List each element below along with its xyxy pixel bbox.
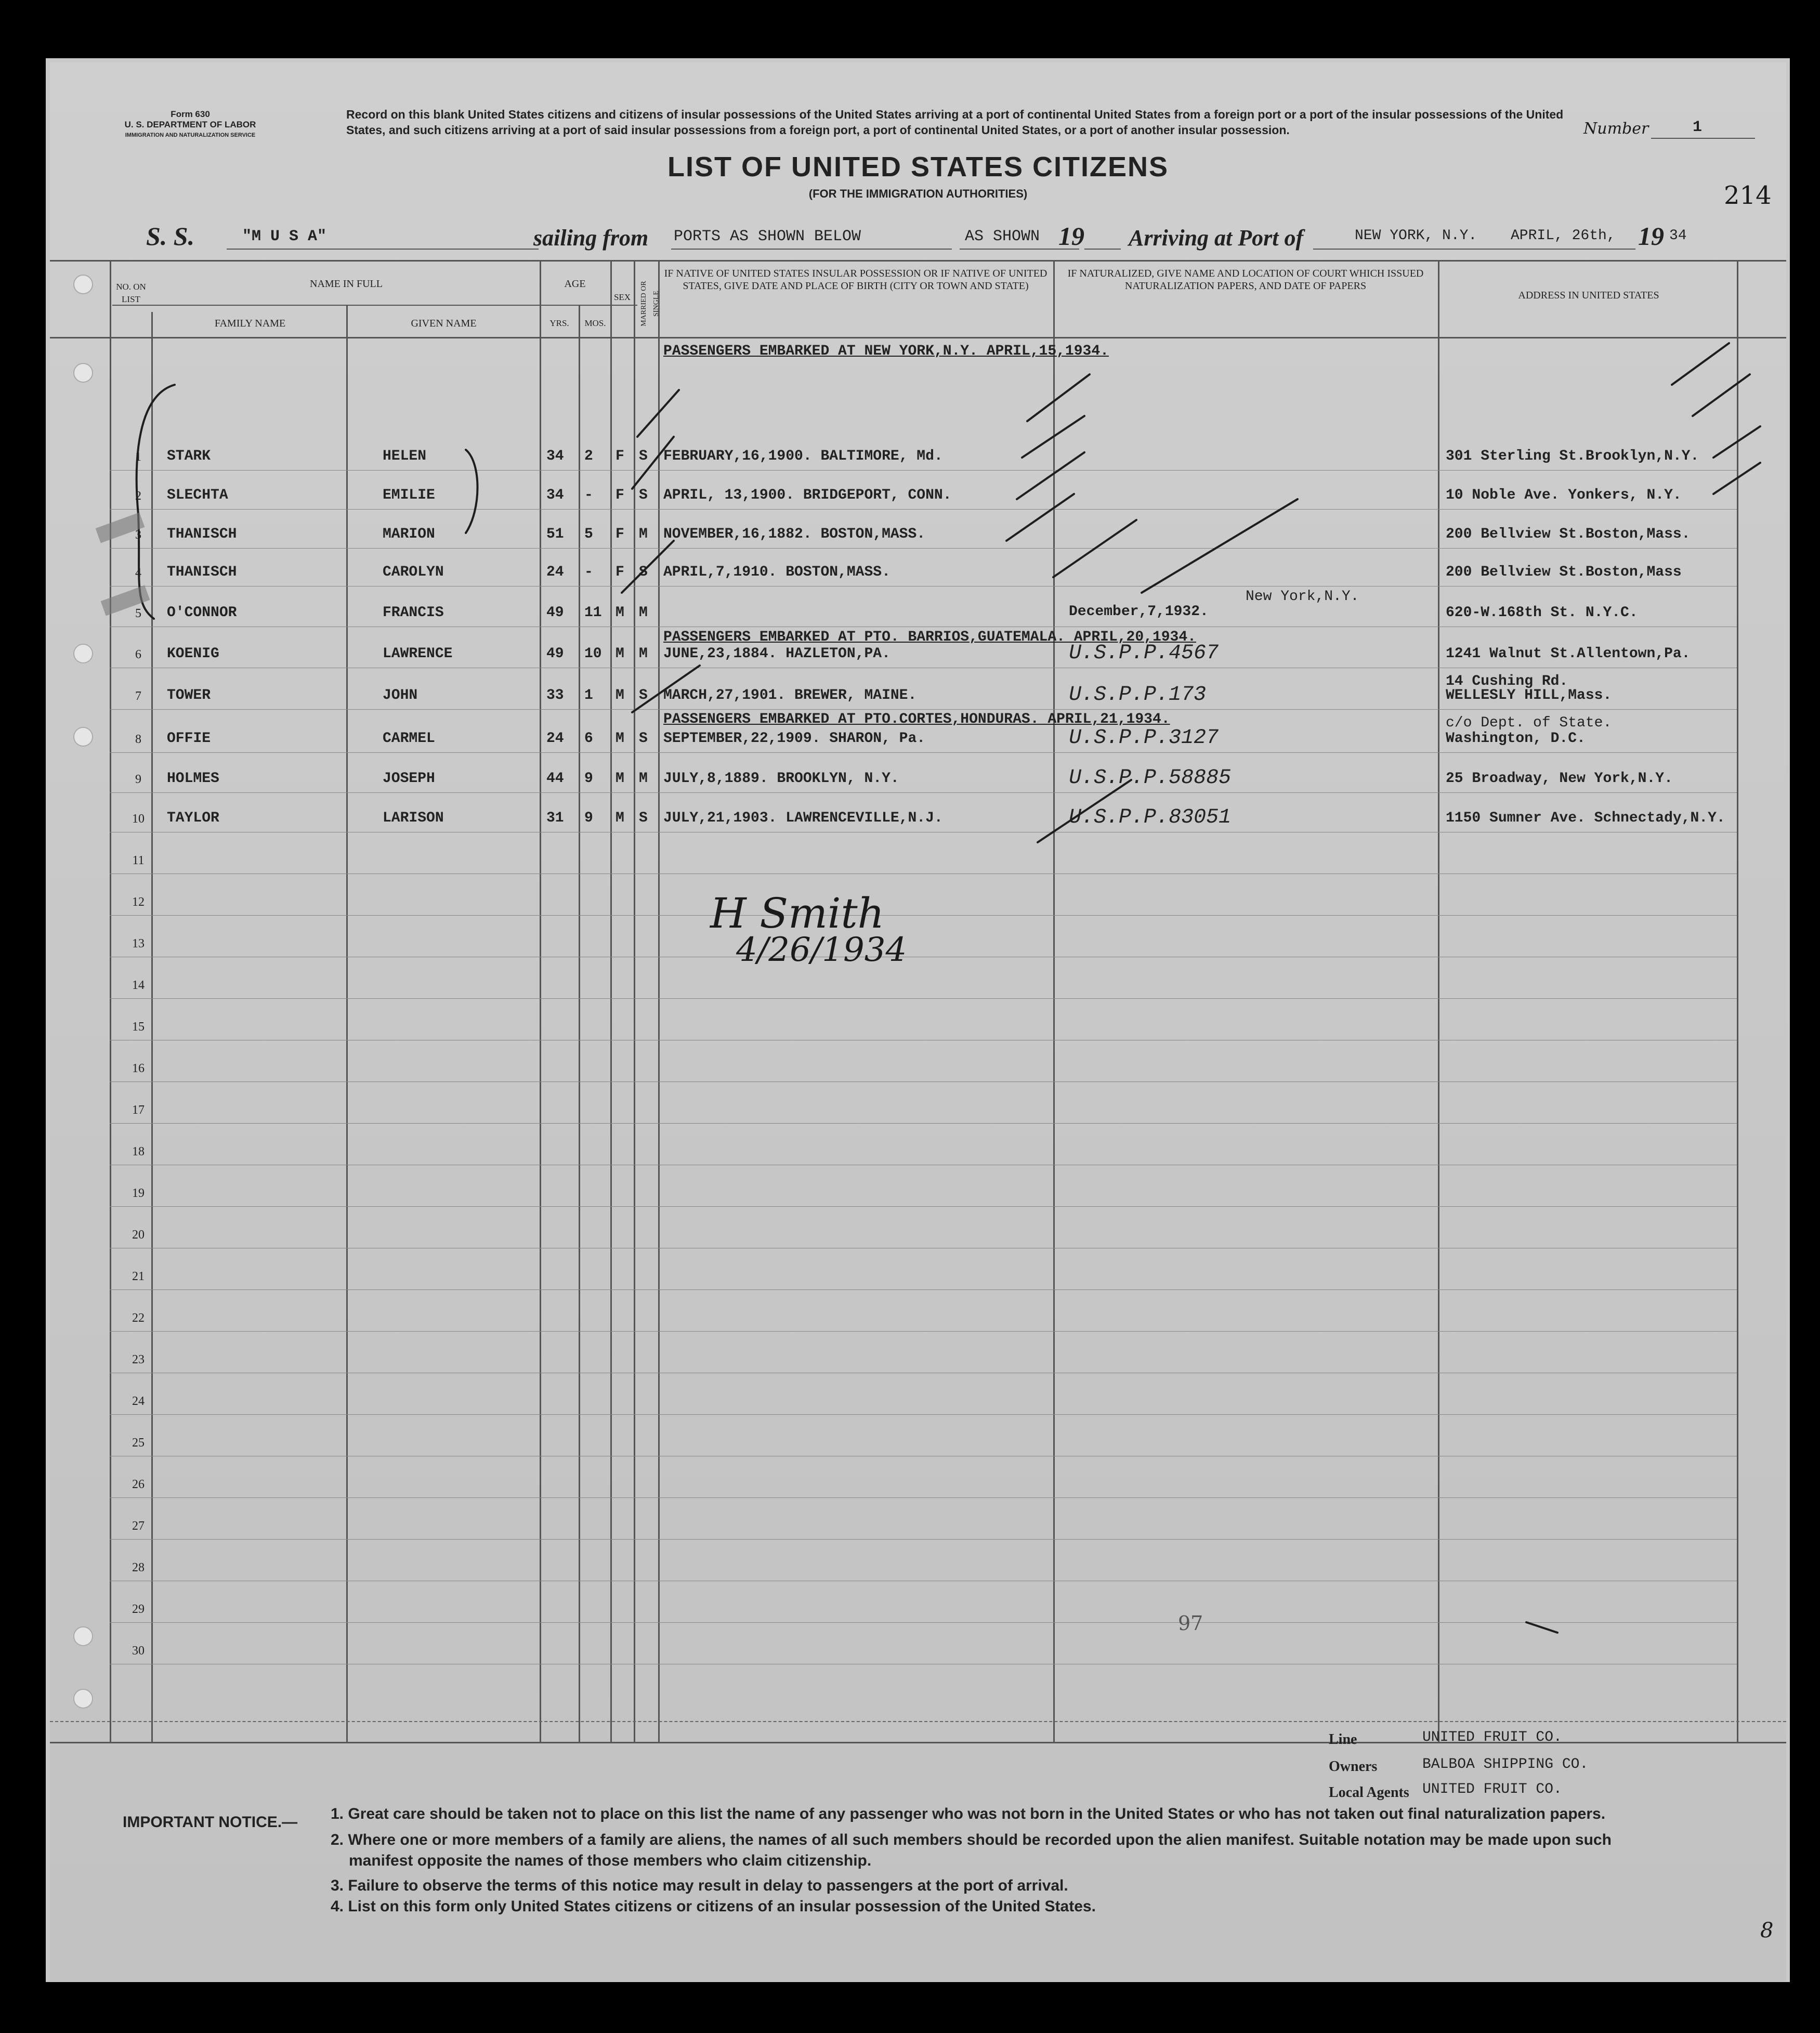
row-number: 9 xyxy=(135,773,141,786)
passenger-family: TAYLOR xyxy=(167,810,219,826)
row-number: 4 xyxy=(135,566,141,580)
passenger-address: 620-W.168th St. N.Y.C. xyxy=(1446,605,1638,621)
passenger-mos: 2 xyxy=(584,448,593,464)
passenger-sex: M xyxy=(616,605,624,621)
passenger-given: EMILIE xyxy=(383,487,435,503)
passenger-sex: M xyxy=(616,646,624,662)
arrival-year-suffix: 34 xyxy=(1669,228,1687,244)
passenger-address: 200 Bellview St.Boston,Mass. xyxy=(1446,526,1691,542)
tick-mark xyxy=(1142,499,1298,593)
tick-mark xyxy=(1053,520,1136,577)
passenger-birth: APRIL, 13,1900. BRIDGEPORT, CONN. xyxy=(663,487,952,503)
row-number: 5 xyxy=(135,607,141,620)
passenger-sex: M xyxy=(616,771,624,787)
passenger-nat: U.S.P.P.83051 xyxy=(1069,806,1232,829)
tick-mark xyxy=(1027,374,1090,421)
line-value: UNITED FRUIT CO. xyxy=(1422,1729,1562,1745)
service-name: IMMIGRATION AND NATURALIZATION SERVICE xyxy=(125,132,256,138)
passenger-birth: JULY,8,1889. BROOKLYN, N.Y. xyxy=(663,771,899,787)
department-name: U. S. DEPARTMENT OF LABOR xyxy=(124,120,256,129)
tick-mark xyxy=(632,666,700,712)
row-number: 6 xyxy=(135,648,141,661)
passenger-mos: - xyxy=(584,564,593,580)
passenger-nat: U.S.P.P.173 xyxy=(1069,683,1207,707)
header-given-name: GIVEN NAME xyxy=(411,318,477,329)
header-no: NO. ON LIST xyxy=(116,282,146,304)
owners-value: BALBOA SHIPPING CO. xyxy=(1422,1756,1589,1773)
row-number: 10 xyxy=(132,812,145,826)
row-number: 8 xyxy=(135,733,141,746)
notice-title: IMPORTANT NOTICE.— xyxy=(123,1814,298,1831)
passenger-given: MARION xyxy=(383,526,435,542)
passenger-birth: APRIL,7,1910. BOSTON,MASS. xyxy=(663,564,891,580)
passenger-given: HELEN xyxy=(383,448,427,464)
passenger-birth: MARCH,27,1901. BREWER, MAINE. xyxy=(663,687,917,703)
row-number: 24 xyxy=(132,1395,145,1408)
tick-mark xyxy=(1713,463,1760,494)
passenger-nat: U.S.P.P.4567 xyxy=(1069,642,1219,665)
row-number: 30 xyxy=(132,1644,145,1658)
passenger-yrs: 49 xyxy=(546,646,564,662)
tick-mark xyxy=(1713,426,1760,458)
tick-mark xyxy=(1693,374,1750,416)
row-number: 7 xyxy=(135,689,141,703)
passenger-ms: S xyxy=(639,810,648,826)
passenger-nat: U.S.P.P.3127 xyxy=(1069,726,1219,750)
embark-note-new-york: PASSENGERS EMBARKED AT NEW YORK,N.Y. APRIL,15,1934. xyxy=(663,343,1109,359)
passenger-family: SLECHTA xyxy=(167,487,228,503)
passenger-sex: F xyxy=(616,526,624,542)
passenger-mos: 9 xyxy=(584,771,593,787)
passenger-yrs: 49 xyxy=(546,605,564,621)
passenger-given: JOSEPH xyxy=(383,771,435,787)
passenger-sex: F xyxy=(616,448,624,464)
tick-mark xyxy=(1038,780,1131,842)
header-naturalized: IF NATURALIZED, GIVE NAME AND LOCATION OF COURT WHICH ISSUED NATURALIZATION PAPERS, AND DATE OF PAPERS xyxy=(1067,268,1424,292)
header-mos: MOS. xyxy=(584,318,606,328)
passenger-mos: 1 xyxy=(584,687,593,703)
thanisch-brace xyxy=(466,450,478,533)
header-name-in-full: NAME IN FULL xyxy=(310,278,383,290)
document-title: LIST OF UNITED STATES CITIZENS xyxy=(667,151,1169,183)
handwritten-marks xyxy=(50,62,1786,1981)
tick-mark xyxy=(622,541,674,593)
passenger-sex: F xyxy=(616,487,624,503)
passenger-yrs: 33 xyxy=(546,687,564,703)
header-age: AGE xyxy=(564,278,586,290)
notice-4: 4. List on this form only United States citizens or citizens of an insular possession of the United States. xyxy=(331,1898,1096,1915)
agents-value: UNITED FRUIT CO. xyxy=(1422,1781,1562,1797)
passenger-yrs: 24 xyxy=(546,564,564,580)
number-label: Number xyxy=(1583,120,1649,138)
passenger-birth: JULY,21,1903. LAWRENCEVILLE,N.J. xyxy=(663,810,943,826)
arrival-date: APRIL, 26th, xyxy=(1511,228,1616,244)
passenger-nat: December,7,1932. xyxy=(1069,604,1209,620)
passenger-family: TOWER xyxy=(167,687,211,703)
row-number: 23 xyxy=(132,1353,145,1366)
passenger-ms: M xyxy=(639,771,648,787)
address-tower-line1: 14 Cushing Rd. xyxy=(1446,673,1568,689)
header-address: ADDRESS IN UNITED STATES xyxy=(1518,290,1659,301)
passenger-yrs: 34 xyxy=(546,448,564,464)
row-number: 11 xyxy=(132,854,145,867)
passenger-given: JOHN xyxy=(383,687,418,703)
passenger-yrs: 24 xyxy=(546,731,564,747)
passenger-family: THANISCH xyxy=(167,526,237,542)
passenger-mos: 11 xyxy=(584,605,602,621)
passenger-birth: SEPTEMBER,22,1909. SHARON, Pa. xyxy=(663,731,926,747)
passenger-sex: M xyxy=(616,687,624,703)
line-label: Line xyxy=(1329,1731,1357,1748)
tick-mark xyxy=(632,437,674,489)
passenger-address: Washington, D.C. xyxy=(1446,731,1586,747)
passenger-ms: M xyxy=(639,605,648,621)
passenger-ms: M xyxy=(639,526,648,542)
arrival-year-prefix: 19 xyxy=(1638,221,1664,251)
corner-mark: 8 xyxy=(1760,1919,1774,1943)
sailing-date: AS SHOWN xyxy=(965,228,1040,245)
passenger-address: 1150 Sumner Ave. Schnectady,N.Y. xyxy=(1446,810,1725,826)
row-number: 29 xyxy=(132,1602,145,1616)
row-number: 17 xyxy=(132,1103,145,1117)
arrival-port: NEW YORK, N.Y. xyxy=(1355,228,1477,244)
row-number: 19 xyxy=(132,1187,145,1200)
number-value: 1 xyxy=(1693,119,1703,136)
passenger-mos: 6 xyxy=(584,731,593,747)
row-number: 16 xyxy=(132,1062,145,1075)
passenger-family: THANISCH xyxy=(167,564,237,580)
passenger-address: 1241 Walnut St.Allentown,Pa. xyxy=(1446,646,1691,662)
passenger-mos: 9 xyxy=(584,810,593,826)
row-number: 21 xyxy=(132,1270,145,1283)
passenger-yrs: 31 xyxy=(546,810,564,826)
passenger-family: OFFIE xyxy=(167,731,211,747)
passenger-given: LARISON xyxy=(383,810,444,826)
passenger-address: 301 Sterling St.Brooklyn,N.Y. xyxy=(1446,448,1699,464)
court-location: New York,N.Y. xyxy=(1246,589,1359,605)
passenger-birth: FEBRUARY,16,1900. BALTIMORE, Md. xyxy=(663,448,943,464)
passenger-sex: F xyxy=(616,564,624,580)
passenger-ms: S xyxy=(639,687,648,703)
passenger-sex: M xyxy=(616,810,624,826)
sailing-from: PORTS AS SHOWN BELOW xyxy=(674,228,861,245)
passenger-given: CAROLYN xyxy=(383,564,444,580)
passenger-yrs: 34 xyxy=(546,487,564,503)
notice-1: 1. Great care should be taken not to place on this list the name of any passenger who was not born in the United States or who has not taken out final naturalization papers. xyxy=(331,1805,1606,1822)
sailing-label: sailing from xyxy=(533,225,649,251)
passenger-address: WELLESLY HILL,Mass. xyxy=(1446,687,1612,703)
tick-mark xyxy=(1672,343,1729,385)
tick-mark xyxy=(1526,1622,1557,1633)
document-subtitle: (FOR THE IMMIGRATION AUTHORITIES) xyxy=(808,187,1028,200)
passenger-yrs: 44 xyxy=(546,771,564,787)
passenger-given: LAWRENCE xyxy=(383,646,453,662)
row-number: 22 xyxy=(132,1311,145,1325)
passenger-mos: - xyxy=(584,487,593,503)
row-number: 20 xyxy=(132,1228,145,1242)
row-number: 25 xyxy=(132,1436,145,1450)
inspector-signature-date: 4/26/1934 xyxy=(736,931,907,969)
tick-mark xyxy=(637,390,679,437)
inspector-signature: H Smith xyxy=(710,889,885,937)
passenger-address: 25 Broadway, New York,N.Y. xyxy=(1446,771,1673,787)
passenger-family: HOLMES xyxy=(167,771,219,787)
row-number: 12 xyxy=(132,895,145,909)
embark-note-barrios: PASSENGERS EMBARKED AT PTO. BARRIOS,GUATEMALA. APRIL,20,1934. xyxy=(663,629,1196,645)
row-number: 13 xyxy=(132,937,145,950)
passenger-sex: M xyxy=(616,731,624,747)
row-number: 15 xyxy=(132,1020,145,1034)
row-number: 28 xyxy=(132,1561,145,1574)
header-sex: SEX xyxy=(613,292,631,302)
passenger-ms: M xyxy=(639,646,648,662)
notice-3: 3. Failure to observe the terms of this notice may result in delay to passengers at the port of arrival. xyxy=(331,1877,1068,1894)
row-number: 14 xyxy=(132,979,145,992)
owners-label: Owners xyxy=(1329,1758,1378,1775)
passenger-nat: U.S.P.P.58885 xyxy=(1069,766,1232,790)
agents-label: Local Agents xyxy=(1329,1784,1409,1801)
page-number: 214 xyxy=(1724,181,1772,210)
row-number: 27 xyxy=(132,1519,145,1533)
arriving-label: Arriving at Port of xyxy=(1129,225,1304,251)
year-prefix: 19 xyxy=(1058,221,1084,251)
ship-name: "M U S A" xyxy=(242,228,327,245)
tick-mark xyxy=(1022,416,1084,458)
header-family-name: FAMILY NAME xyxy=(214,318,286,329)
passenger-address: 10 Noble Ave. Yonkers, N.Y. xyxy=(1446,487,1682,503)
stamp-mark xyxy=(101,585,150,616)
passenger-birth: JUNE,23,1884. HAZLETON,PA. xyxy=(663,646,891,662)
passenger-given: FRANCIS xyxy=(383,605,444,621)
family-brace xyxy=(137,385,175,619)
passenger-family: O'CONNOR xyxy=(167,605,237,621)
passenger-address: 200 Bellview St.Boston,Mass xyxy=(1446,564,1682,580)
passenger-ms: S xyxy=(639,448,648,464)
row-number: 26 xyxy=(132,1478,145,1491)
stamp-mark xyxy=(96,513,145,543)
passenger-family: KOENIG xyxy=(167,646,219,662)
embark-note-cortes: PASSENGERS EMBARKED AT PTO.CORTES,HONDURAS. APRIL,21,1934. xyxy=(663,711,1170,727)
tick-mark xyxy=(1017,452,1084,499)
form-id: Form 630 xyxy=(171,109,210,119)
passenger-family: STARK xyxy=(167,448,211,464)
address-offie-line1: c/o Dept. of State. xyxy=(1446,715,1612,731)
notice-2-cont: manifest opposite the names of those members who claim citizenship. xyxy=(349,1852,872,1869)
row-number: 1 xyxy=(135,450,141,464)
row-number: 3 xyxy=(135,528,141,542)
row-number: 18 xyxy=(132,1145,145,1158)
passenger-mos: 10 xyxy=(584,646,602,662)
passenger-yrs: 51 xyxy=(546,526,564,542)
ss-label: S. S. xyxy=(146,221,195,251)
header-married: MARRIED OR SINGLE xyxy=(640,281,660,327)
stamp-number: 97 xyxy=(1178,1612,1203,1635)
passenger-ms: S xyxy=(639,564,648,580)
tick-mark xyxy=(1006,494,1074,541)
document-sheet xyxy=(50,62,1786,1981)
passenger-given: CARMEL xyxy=(383,731,435,747)
notice-2: 2. Where one or more members of a family are aliens, the names of all such members should be recorded upon the alien manifest. Suitable notation may be made upon such xyxy=(331,1831,1612,1848)
passenger-mos: 5 xyxy=(584,526,593,542)
header-birth: IF NATIVE OF UNITED STATES INSULAR POSSESSION OR IF NATIVE OF UNITED STATES, GIVE DATE AND PLACE OF BIRTH (CITY OR TOWN AND STATE) xyxy=(664,268,1048,292)
passenger-ms: S xyxy=(639,731,648,747)
row-number: 2 xyxy=(135,489,141,503)
passenger-birth: NOVEMBER,16,1882. BOSTON,MASS. xyxy=(663,526,926,542)
form-instruction: Record on this blank United States citizens and citizens of insular possessions of the United States arriving at a port of continental United States from a foreign port or a port of the insular possessions of the United States, and such citizens arriving at a port of said insular possessions from a foreign port, a port of continental United States, or a port of another insular possession. xyxy=(346,108,1564,137)
header-yrs: YRS. xyxy=(549,318,569,328)
passenger-ms: S xyxy=(639,487,648,503)
